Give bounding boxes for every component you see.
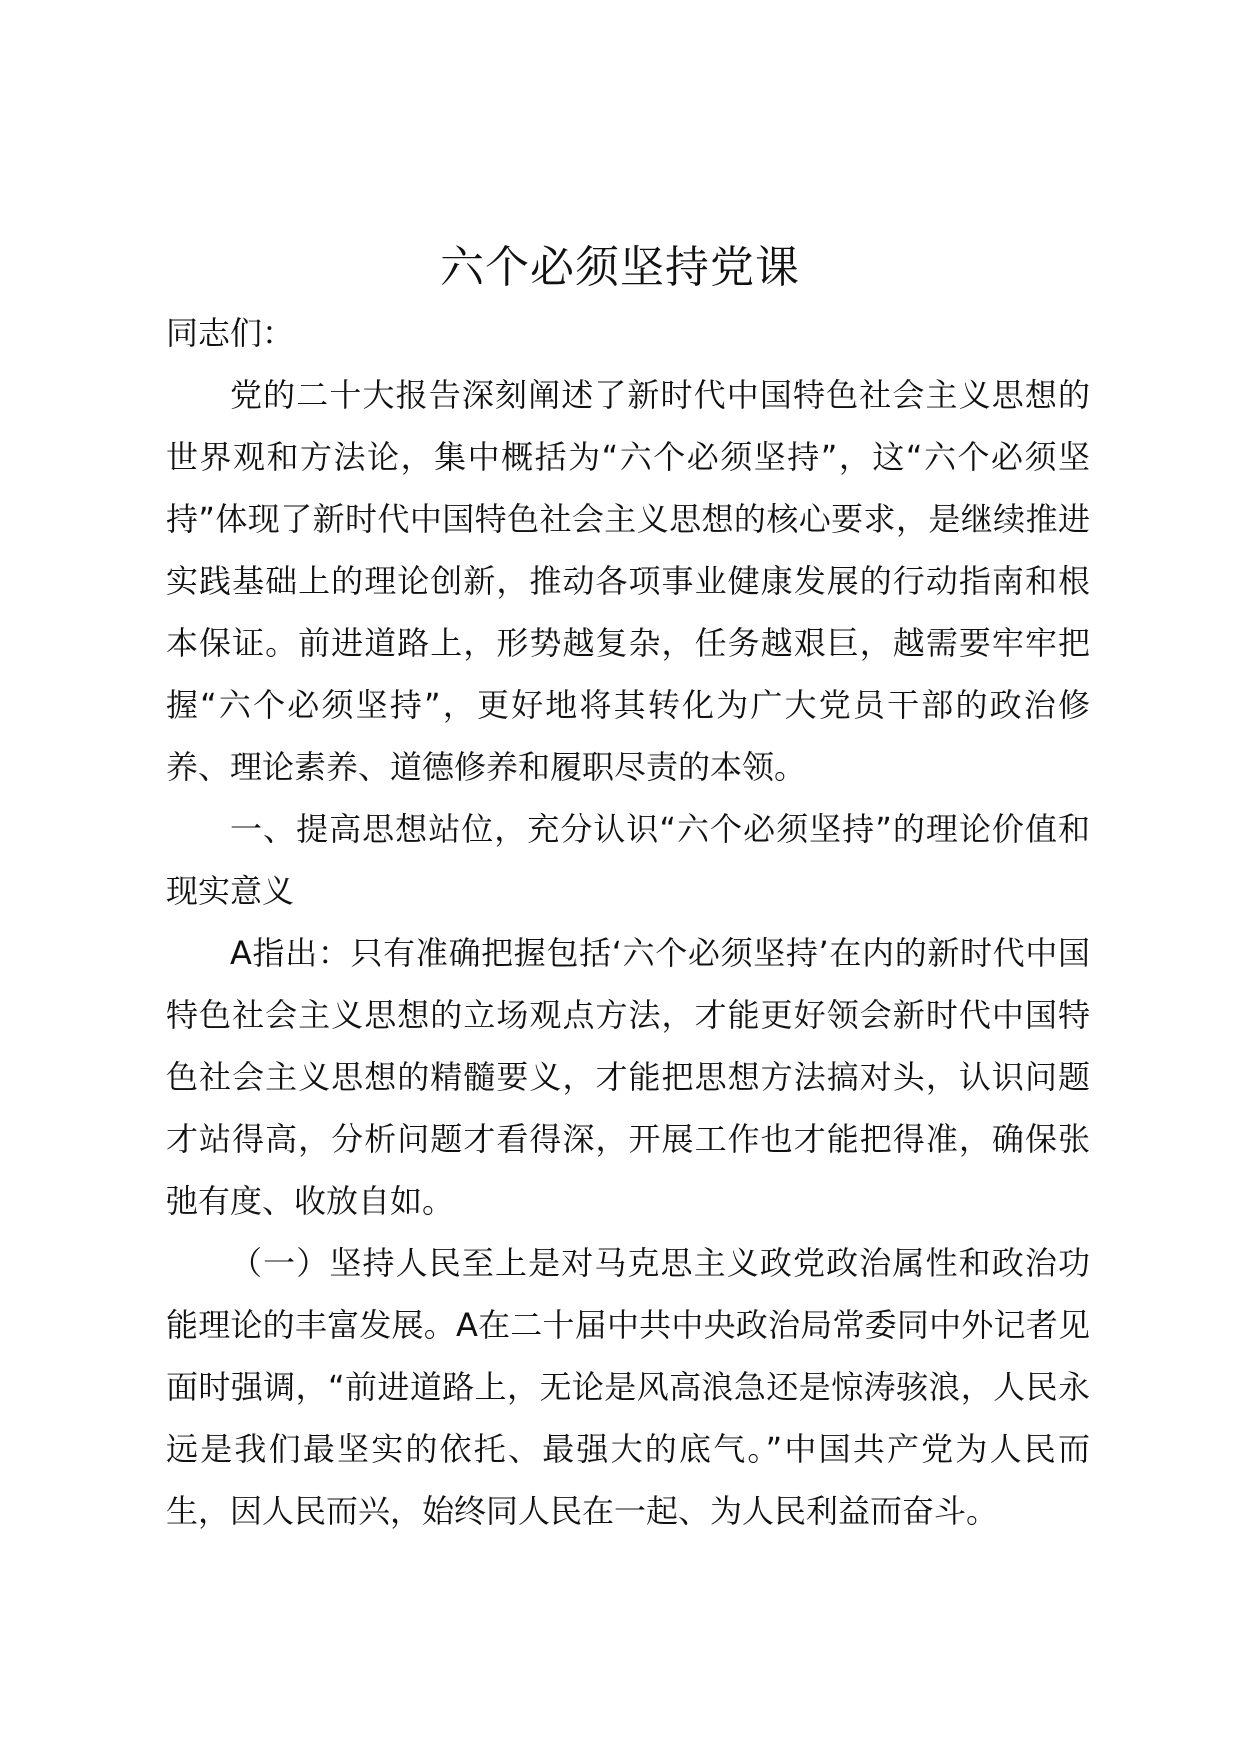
greeting-paragraph: 同志们： [166,314,295,352]
quote-paragraph: A指出：只有准确把握包括‘六个必须坚持’在内的新时代中国特色社会主义思想的立场观点方法，才能更好领会新时代中国特色社会主义思想的精髓要义，才能把思想方法搞对头，认识问题才站得高，分析问题才看得深，开展工作也才能把得准，确保张弛有度、收放自如。 [166,934,1090,1220]
subsection-paragraph: （一）坚持人民至上是对马克思主义政党政治属性和政治功能理论的丰富发展。A在二十届中共中央政治局常委同中外记者见面时强调，“前进道路上，无论是风高浪急还是惊涛骇浪，人民永远是我们最坚实的依托、最强大的底气。”中国共产党为人民而生，因人民而兴，始终同人民在一起、为人民利益而奋斗。 [166,1244,1090,1530]
intro-paragraph: 党的二十大报告深刻阐述了新时代中国特色社会主义思想的世界观和方法论，集中概括为“六个必须坚持”，这“六个必须坚持”体现了新时代中国特色社会主义思想的核心要求，是继续推进实践基础上的理论创新，推动各项事业健康发展的行动指南和根本保证。前进道路上，形势越复杂，任务越艰巨，越需要牢牢把握“六个必须坚持”，更好地将其转化为广大党员干部的政治修养、理论素养、道德修养和履职尽责的本领。 [166,376,1090,786]
document-title: 六个必须坚持党课 [440,242,800,293]
section-heading: 一、提高思想站位，充分认识“六个必须坚持”的理论价值和现实意义 [166,810,1090,910]
document-body [166,302,1090,1542]
